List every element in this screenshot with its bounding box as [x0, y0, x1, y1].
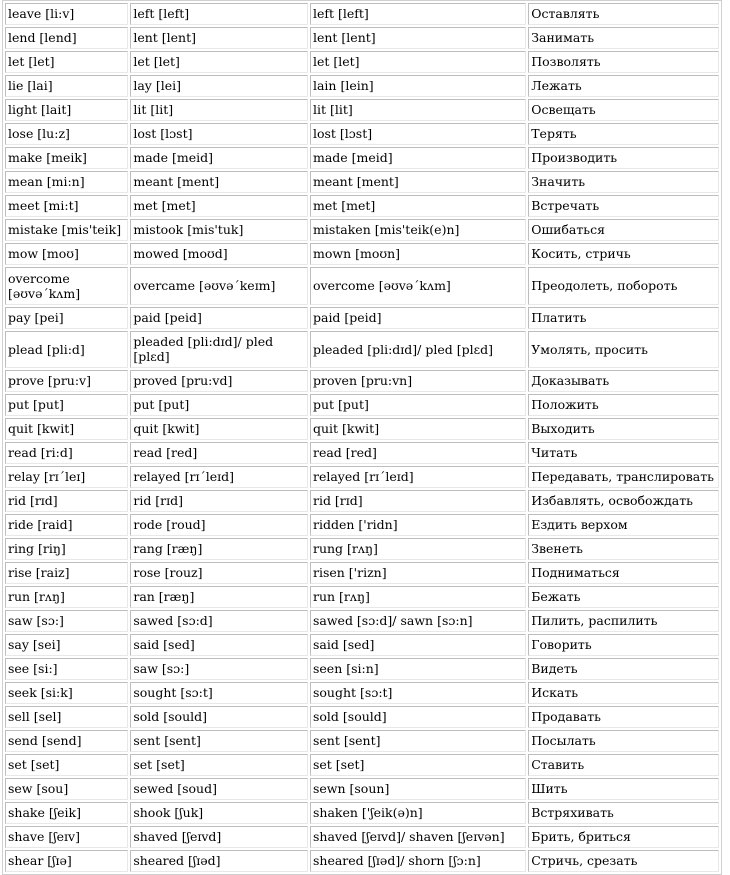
past-simple-cell: ran [ræŋ]: [130, 586, 308, 608]
past-simple-cell: lay [lei]: [130, 75, 308, 97]
past-participle-cell: sawed [sɔ:d]/ sawn [sɔ:n]: [310, 610, 526, 632]
past-simple-cell: rose [rouz]: [130, 562, 308, 584]
table-row: [5, 51, 719, 73]
past-simple-cell: meant [ment]: [130, 171, 308, 193]
translation-cell: Говорить: [528, 634, 719, 656]
translation-cell: Лежать: [528, 75, 719, 97]
translation-cell: Встряхивать: [528, 802, 719, 824]
past-simple-cell: sheared [ʃɪəd]: [130, 850, 308, 872]
past-simple-cell: sought [sɔ:t]: [130, 682, 308, 704]
past-participle-cell: mistaken [mis'teik(e)n]: [310, 219, 526, 241]
infinitive-cell: lose [lu:z]: [5, 123, 128, 145]
past-simple-cell: pleaded [pli:dɪd]/ pled [plɛd]: [130, 331, 308, 368]
translation-cell: Терять: [528, 123, 719, 145]
infinitive-cell: meet [mi:t]: [5, 195, 128, 217]
past-simple-cell: relayed [rɪ΄leɪd]: [130, 466, 308, 488]
table-row: [5, 123, 719, 145]
past-simple-cell: set [set]: [130, 754, 308, 776]
infinitive-cell: ring [riŋ]: [5, 538, 128, 560]
infinitive-cell: quit [kwit]: [5, 418, 128, 440]
translation-cell: Искать: [528, 682, 719, 704]
table-row: [5, 706, 719, 728]
past-participle-cell: sold [sould]: [310, 706, 526, 728]
table-row: [5, 331, 719, 368]
table-row: [5, 562, 719, 584]
irregular-verbs-table: [2, 0, 722, 875]
infinitive-cell: lend [lend]: [5, 27, 128, 49]
past-participle-cell: put [put]: [310, 394, 526, 416]
translation-cell: Читать: [528, 442, 719, 464]
translation-cell: Продавать: [528, 706, 719, 728]
infinitive-cell: say [sei]: [5, 634, 128, 656]
past-participle-cell: quit [kwit]: [310, 418, 526, 440]
table-row: [5, 778, 719, 800]
table-row: [5, 243, 719, 265]
infinitive-cell: mean [mi:n]: [5, 171, 128, 193]
translation-cell: Шить: [528, 778, 719, 800]
translation-cell: Платить: [528, 307, 719, 329]
translation-cell: Передавать, транслировать: [528, 466, 719, 488]
infinitive-cell: set [set]: [5, 754, 128, 776]
translation-cell: Оставлять: [528, 3, 719, 25]
infinitive-cell: prove [pru:v]: [5, 370, 128, 392]
past-participle-cell: overcome [əʊvə΄kʌm]: [310, 267, 526, 305]
past-simple-cell: said [sed]: [130, 634, 308, 656]
translation-cell: Ошибаться: [528, 219, 719, 241]
past-simple-cell: overcame [əʊvə΄keɪm]: [130, 267, 308, 305]
translation-cell: Видеть: [528, 658, 719, 680]
past-participle-cell: said [sed]: [310, 634, 526, 656]
past-participle-cell: sought [sɔ:t]: [310, 682, 526, 704]
past-participle-cell: lost [lɔst]: [310, 123, 526, 145]
past-participle-cell: seen [si:n]: [310, 658, 526, 680]
table-row: [5, 658, 719, 680]
translation-cell: Косить, стричь: [528, 243, 719, 265]
past-participle-cell: sent [sent]: [310, 730, 526, 752]
past-participle-cell: let [let]: [310, 51, 526, 73]
infinitive-cell: seek [si:k]: [5, 682, 128, 704]
past-simple-cell: put [put]: [130, 394, 308, 416]
infinitive-cell: shake [ʃeik]: [5, 802, 128, 824]
translation-cell: Встречать: [528, 195, 719, 217]
translation-cell: Брить, бриться: [528, 826, 719, 848]
past-simple-cell: sawed [sɔ:d]: [130, 610, 308, 632]
past-simple-cell: rang [ræŋ]: [130, 538, 308, 560]
table-row: [5, 171, 719, 193]
infinitive-cell: send [send]: [5, 730, 128, 752]
past-simple-cell: quit [kwit]: [130, 418, 308, 440]
past-simple-cell: saw [sɔ:]: [130, 658, 308, 680]
past-simple-cell: mistook [mis'tuk]: [130, 219, 308, 241]
past-participle-cell: rung [rʌŋ]: [310, 538, 526, 560]
translation-cell: Подниматься: [528, 562, 719, 584]
infinitive-cell: shave [ʃeɪv]: [5, 826, 128, 848]
translation-cell: Доказывать: [528, 370, 719, 392]
past-simple-cell: sewed [soud]: [130, 778, 308, 800]
past-participle-cell: lit [lit]: [310, 99, 526, 121]
irregular-verbs-table-body: [5, 3, 719, 872]
past-simple-cell: made [meid]: [130, 147, 308, 169]
table-row: [5, 586, 719, 608]
infinitive-cell: rid [rɪd]: [5, 490, 128, 512]
translation-cell: Стричь, срезать: [528, 850, 719, 872]
past-participle-cell: sheared [ʃɪəd]/ shorn [ʃɔ:n]: [310, 850, 526, 872]
table-row: [5, 394, 719, 416]
past-simple-cell: shaved [ʃeɪvd]: [130, 826, 308, 848]
past-simple-cell: rid [rɪd]: [130, 490, 308, 512]
table-row: [5, 147, 719, 169]
past-participle-cell: read [red]: [310, 442, 526, 464]
past-simple-cell: proved [pru:vd]: [130, 370, 308, 392]
table-row: [5, 682, 719, 704]
past-simple-cell: paid [peid]: [130, 307, 308, 329]
table-row: [5, 27, 719, 49]
table-row: [5, 538, 719, 560]
translation-cell: Производить: [528, 147, 719, 169]
translation-cell: Положить: [528, 394, 719, 416]
infinitive-cell: shear [ʃɪə]: [5, 850, 128, 872]
past-participle-cell: mown [moʊn]: [310, 243, 526, 265]
table-row: [5, 850, 719, 872]
infinitive-cell: sell [sel]: [5, 706, 128, 728]
past-simple-cell: sent [sent]: [130, 730, 308, 752]
translation-cell: Значить: [528, 171, 719, 193]
table-row: [5, 99, 719, 121]
past-simple-cell: lost [lɔst]: [130, 123, 308, 145]
table-row: [5, 634, 719, 656]
translation-cell: Звенеть: [528, 538, 719, 560]
translation-cell: Пилить, распилить: [528, 610, 719, 632]
translation-cell: Преодолеть, побороть: [528, 267, 719, 305]
past-participle-cell: relayed [rɪ΄leɪd]: [310, 466, 526, 488]
past-simple-cell: mowed [moʊd]: [130, 243, 308, 265]
past-participle-cell: shaved [ʃeɪvd]/ shaven [ʃeɪvən]: [310, 826, 526, 848]
translation-cell: Освещать: [528, 99, 719, 121]
infinitive-cell: let [let]: [5, 51, 128, 73]
past-participle-cell: met [met]: [310, 195, 526, 217]
past-simple-cell: lit [lit]: [130, 99, 308, 121]
infinitive-cell: plead [pli:d]: [5, 331, 128, 368]
past-participle-cell: meant [ment]: [310, 171, 526, 193]
table-row: [5, 826, 719, 848]
translation-cell: Ставить: [528, 754, 719, 776]
infinitive-cell: read [ri:d]: [5, 442, 128, 464]
table-row: [5, 267, 719, 305]
infinitive-cell: sew [sou]: [5, 778, 128, 800]
past-simple-cell: met [met]: [130, 195, 308, 217]
infinitive-cell: light [lait]: [5, 99, 128, 121]
infinitive-cell: put [put]: [5, 394, 128, 416]
past-participle-cell: sewn [soun]: [310, 778, 526, 800]
translation-cell: Ездить верхом: [528, 514, 719, 536]
infinitive-cell: run [rʌŋ]: [5, 586, 128, 608]
past-participle-cell: ridden ['ridn]: [310, 514, 526, 536]
infinitive-cell: pay [pei]: [5, 307, 128, 329]
table-row: [5, 219, 719, 241]
translation-cell: Выходить: [528, 418, 719, 440]
table-row: [5, 802, 719, 824]
past-participle-cell: pleaded [pli:dɪd]/ pled [plɛd]: [310, 331, 526, 368]
table-row: [5, 610, 719, 632]
table-row: [5, 370, 719, 392]
infinitive-cell: saw [sɔ:]: [5, 610, 128, 632]
table-row: [5, 730, 719, 752]
translation-cell: Посылать: [528, 730, 719, 752]
infinitive-cell: mow [moʊ]: [5, 243, 128, 265]
past-simple-cell: read [red]: [130, 442, 308, 464]
past-participle-cell: lent [lent]: [310, 27, 526, 49]
table-row: [5, 514, 719, 536]
past-simple-cell: lent [lent]: [130, 27, 308, 49]
past-participle-cell: run [rʌŋ]: [310, 586, 526, 608]
past-participle-cell: proven [pru:vn]: [310, 370, 526, 392]
table-row: [5, 3, 719, 25]
table-row: [5, 418, 719, 440]
infinitive-cell: relay [rɪ΄leɪ]: [5, 466, 128, 488]
past-participle-cell: set [set]: [310, 754, 526, 776]
table-row: [5, 195, 719, 217]
past-simple-cell: sold [sould]: [130, 706, 308, 728]
translation-cell: Бежать: [528, 586, 719, 608]
past-simple-cell: let [let]: [130, 51, 308, 73]
table-row: [5, 75, 719, 97]
table-row: [5, 307, 719, 329]
translation-cell: Умолять, просить: [528, 331, 719, 368]
past-participle-cell: paid [peid]: [310, 307, 526, 329]
infinitive-cell: leave [li:v]: [5, 3, 128, 25]
table-row: [5, 754, 719, 776]
past-participle-cell: lain [lein]: [310, 75, 526, 97]
infinitive-cell: see [si:]: [5, 658, 128, 680]
past-simple-cell: shook [ʃuk]: [130, 802, 308, 824]
table-row: [5, 466, 719, 488]
infinitive-cell: ride [raid]: [5, 514, 128, 536]
infinitive-cell: overcome [əʊvə΄kʌm]: [5, 267, 128, 305]
table-row: [5, 490, 719, 512]
infinitive-cell: rise [raiz]: [5, 562, 128, 584]
translation-cell: Избавлять, освобождать: [528, 490, 719, 512]
past-participle-cell: rid [rɪd]: [310, 490, 526, 512]
translation-cell: Занимать: [528, 27, 719, 49]
infinitive-cell: mistake [mis'teik]: [5, 219, 128, 241]
infinitive-cell: make [meik]: [5, 147, 128, 169]
past-simple-cell: rode [roud]: [130, 514, 308, 536]
past-participle-cell: shaken ['ʃeik(ə)n]: [310, 802, 526, 824]
past-participle-cell: left [left]: [310, 3, 526, 25]
past-participle-cell: risen ['rizn]: [310, 562, 526, 584]
past-participle-cell: made [meid]: [310, 147, 526, 169]
infinitive-cell: lie [lai]: [5, 75, 128, 97]
translation-cell: Позволять: [528, 51, 719, 73]
past-simple-cell: left [left]: [130, 3, 308, 25]
table-row: [5, 442, 719, 464]
